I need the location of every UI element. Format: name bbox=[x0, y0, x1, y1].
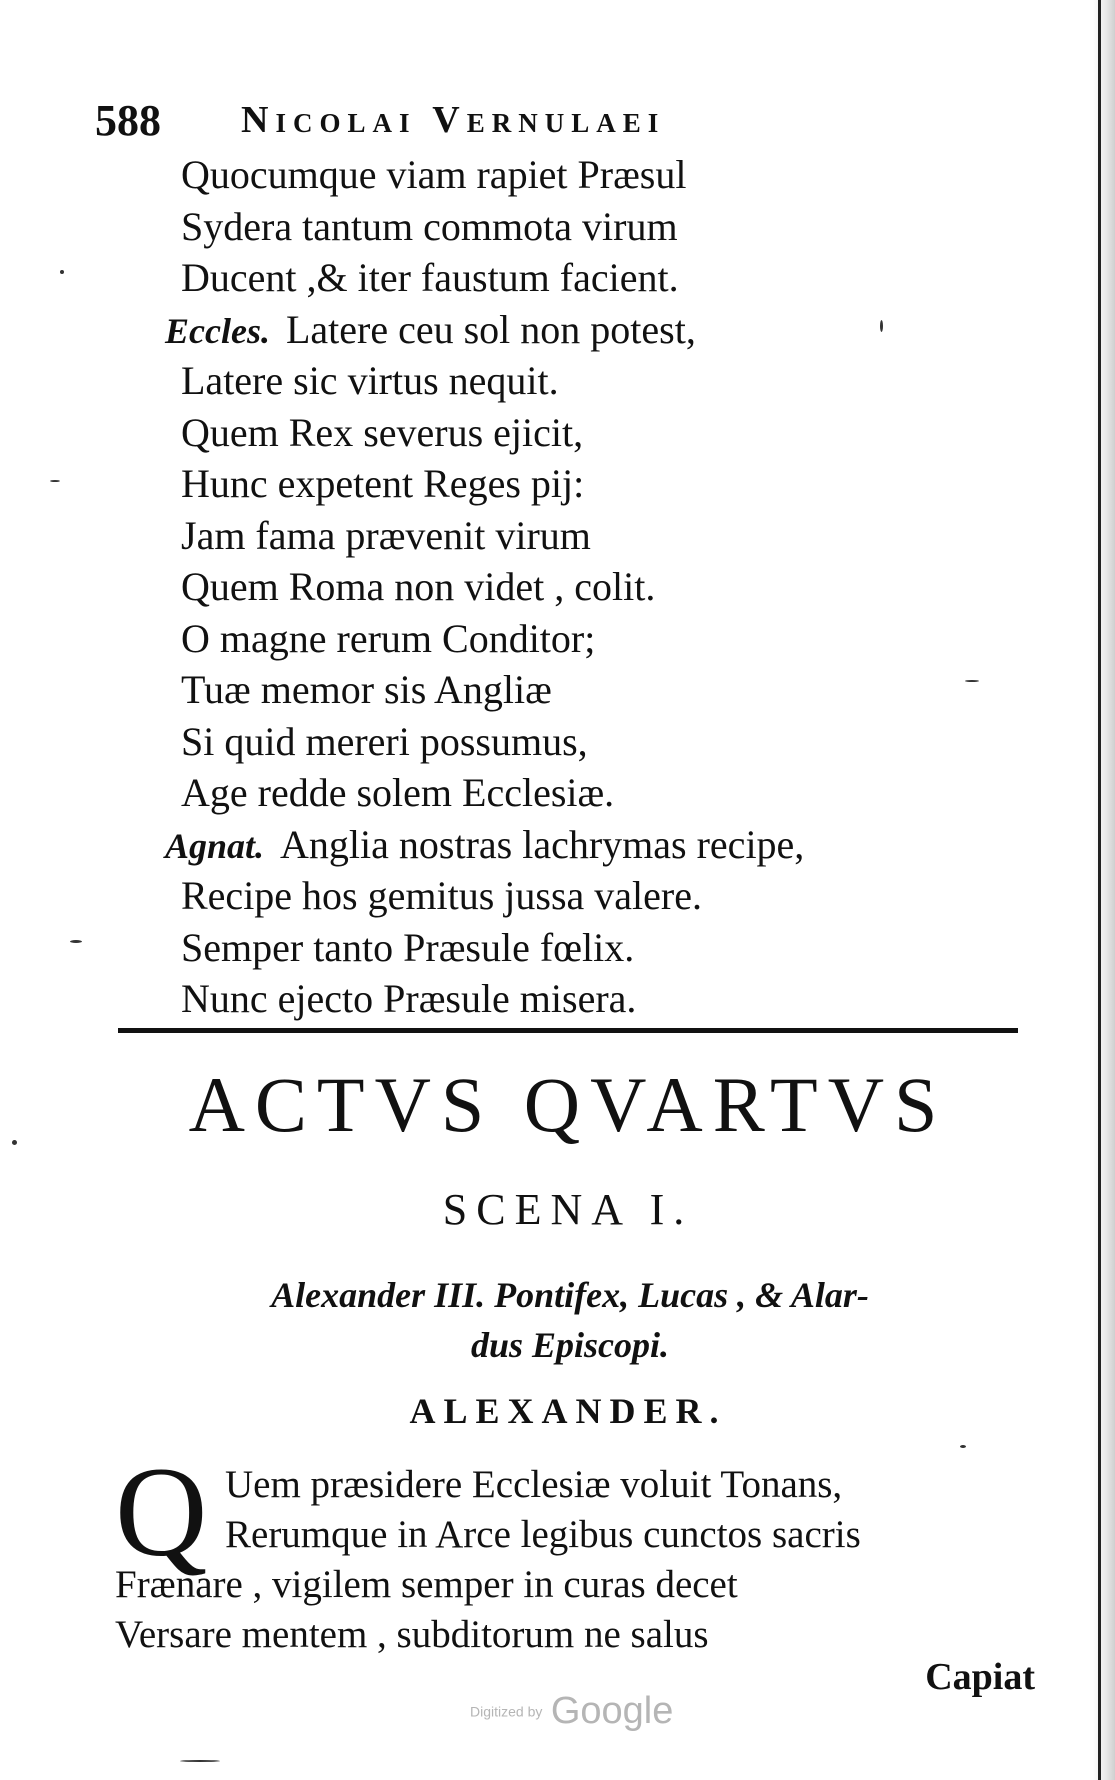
speech-line: Versare mentem , subditorum ne salus bbox=[115, 1613, 709, 1656]
scan-speck bbox=[180, 1760, 220, 1762]
scan-speck bbox=[960, 1445, 966, 1448]
verse-line bbox=[165, 717, 985, 769]
dramatis-personae bbox=[200, 1270, 940, 1370]
verse-text: Anglia nostras lachrymas recipe, bbox=[280, 821, 805, 867]
verse-line bbox=[165, 665, 985, 717]
verse-text: Recipe hos gemitus jussa valere. bbox=[181, 873, 702, 918]
drop-cap: Q bbox=[115, 1441, 208, 1583]
speaker-heading: ALEXANDER. bbox=[409, 1391, 727, 1431]
verse-line bbox=[165, 150, 985, 202]
speaker-label: Eccles. bbox=[165, 310, 270, 351]
persons-line: dus Episcopi. bbox=[470, 1325, 670, 1365]
verse-line bbox=[165, 871, 985, 923]
verse-line bbox=[165, 974, 985, 1026]
verse-line bbox=[165, 768, 985, 820]
verse-text: Quem Rex severus ejicit, bbox=[181, 409, 584, 455]
section-rule bbox=[118, 1028, 1018, 1033]
verse-text: Quocumque viam rapiet Præsul bbox=[181, 152, 687, 197]
act-title: ACTVS QVARTVS bbox=[188, 1061, 948, 1148]
verse-text: Latere sic virtus nequit. bbox=[181, 358, 559, 403]
page-edge-line bbox=[1098, 0, 1101, 1780]
watermark-prefix: Digitized by bbox=[470, 1703, 543, 1720]
verse-line bbox=[165, 820, 985, 872]
page-number: 588 bbox=[95, 95, 161, 145]
digitization-watermark bbox=[470, 1690, 673, 1733]
verse-text: Tuæ memor sis Angliæ bbox=[181, 667, 552, 712]
verse-text: Quem Roma non videt , colit. bbox=[181, 564, 656, 609]
scan-speck bbox=[50, 480, 60, 482]
speech-line: Rerumque in Arce legibus cunctos sacris bbox=[225, 1513, 861, 1556]
page-edge-shadow bbox=[1093, 0, 1115, 1780]
verse-text: Nunc ejecto Præsule misera. bbox=[181, 976, 637, 1021]
verse-text: Ducent ,& iter faustum facient. bbox=[181, 255, 679, 300]
catchword: Capiat bbox=[925, 1656, 1035, 1698]
verse-text: Latere ceu sol non potest, bbox=[285, 306, 696, 352]
verse-text: Sydera tantum commota virum bbox=[181, 203, 678, 249]
verse-line bbox=[165, 305, 985, 357]
running-title: Nicolai Vernulaei bbox=[241, 99, 666, 141]
verse-line bbox=[165, 202, 985, 254]
verse-line bbox=[165, 408, 985, 460]
verse-line bbox=[165, 511, 985, 563]
verse-block bbox=[165, 150, 985, 1026]
verse-text: Hunc expetent Reges pij: bbox=[181, 461, 585, 506]
verse-line bbox=[165, 459, 985, 511]
scan-speck bbox=[965, 680, 979, 682]
verse-line bbox=[165, 356, 985, 408]
speech-line: Frænare , vigilem semper in curas decet bbox=[115, 1563, 738, 1606]
verse-text: Si quid mereri possumus, bbox=[181, 718, 588, 764]
verse-text: Jam fama prævenit virum bbox=[181, 512, 591, 558]
scan-speck bbox=[880, 320, 883, 332]
scene-title: SCENA I. bbox=[442, 1185, 694, 1234]
scan-speck bbox=[12, 1140, 17, 1145]
speech-line: Uem præsidere Ecclesiæ voluit Tonans, bbox=[225, 1463, 843, 1506]
scan-speck bbox=[60, 270, 64, 274]
scan-speck bbox=[70, 940, 82, 943]
verse-line bbox=[165, 562, 985, 614]
persons-line: Alexander III. Pontifex, Lucas , & Alar- bbox=[271, 1275, 869, 1315]
verse-text: O magne rerum Conditor; bbox=[181, 615, 596, 661]
speaker-label: Agnat. bbox=[165, 825, 265, 866]
verse-text: Semper tanto Præsule fœlix. bbox=[181, 924, 635, 970]
verse-text: Age redde solem Ecclesiæ. bbox=[181, 770, 615, 815]
watermark-logo: Google bbox=[550, 1690, 674, 1732]
page-header bbox=[95, 92, 665, 148]
verse-line bbox=[165, 923, 985, 975]
verse-line bbox=[165, 253, 985, 305]
verse-line bbox=[165, 614, 985, 666]
speech-block bbox=[115, 1441, 995, 1660]
